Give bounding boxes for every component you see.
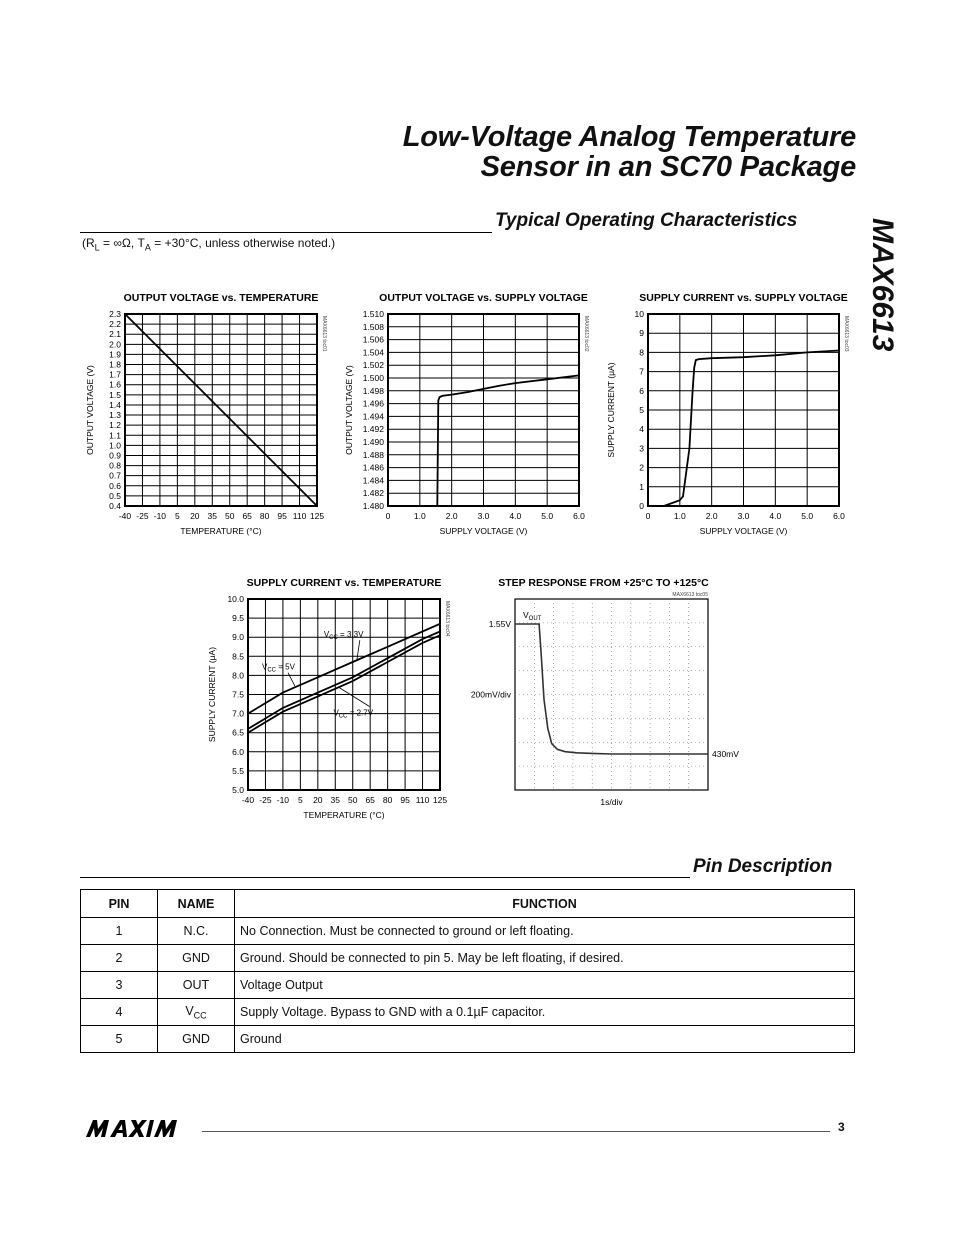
y-tick-label: 1.500: [362, 373, 384, 383]
y-tick-label: 1.5: [109, 389, 121, 400]
x-tick-label: 95: [400, 795, 410, 805]
y-tick-label: 2.0: [109, 339, 121, 350]
level-high-label: 1.55V: [488, 619, 511, 629]
pin-function: Voltage Output: [235, 972, 855, 999]
x-tick-label: -25: [259, 795, 272, 805]
toc-heading-rule: [80, 232, 492, 233]
table-header-row: [81, 890, 855, 918]
pin-number: 2: [81, 945, 158, 972]
x-tick-label: 4.0: [769, 511, 782, 521]
y-tick-label: 7.5: [232, 689, 244, 700]
x-tick-label: -25: [136, 511, 149, 521]
y-tick-label: 1.2: [109, 420, 121, 431]
header-name: NAME: [158, 890, 235, 918]
y-tick-label: 1.9: [109, 349, 121, 360]
y-tick-label: 8.5: [232, 651, 244, 662]
chart-output-voltage-vs-temperature: [80, 290, 340, 555]
y-tick-label: 1.486: [362, 462, 384, 473]
pin-number: 1: [81, 918, 158, 945]
page-title: Low-Voltage Analog Temperature Sensor in an SC70 Package: [402, 121, 856, 183]
series-annotation: $V_{CC} = 3.3V$: [323, 630, 364, 642]
table-row: [81, 945, 855, 972]
y-tick-label: 9.5: [232, 613, 244, 624]
y-tick-label: 1.488: [362, 449, 384, 460]
vertical-scale-label: 200mV/div: [470, 689, 511, 700]
pin-function: No Connection. Must be connected to ground or left floating.: [235, 918, 855, 945]
y-tick-label: 1.504: [362, 347, 384, 358]
y-tick-label: 0.6: [109, 480, 121, 491]
trace-label: $V_{OUT}$: [523, 610, 542, 622]
chart-title: OUTPUT VOLTAGE vs. SUPPLY VOLTAGE: [379, 292, 588, 304]
toc-heading: Typical Operating Characteristics: [495, 210, 798, 231]
table-row: [81, 972, 855, 999]
y-tick-label: 1.6: [109, 379, 121, 390]
chart-supply-current-vs-supply-voltage: [600, 290, 860, 555]
x-tick-label: 65: [365, 795, 375, 805]
pin-function: Ground: [235, 1026, 855, 1053]
y-axis-label: OUTPUT VOLTAGE (V): [85, 365, 95, 455]
maxim-logo-graphic: [84, 1117, 194, 1139]
x-tick-label: 3.0: [737, 511, 750, 521]
series-annotation: $V_{CC} = 5V$: [262, 662, 295, 674]
pin-function: Supply Voltage. Bypass to GND with a 0.1µF capacitor.: [235, 999, 855, 1026]
y-axis-label: OUTPUT VOLTAGE (V): [344, 365, 354, 455]
header-function: FUNCTION: [235, 890, 855, 918]
chart-title: SUPPLY CURRENT vs. TEMPERATURE: [246, 577, 442, 589]
table-row: [81, 918, 855, 945]
y-tick-label: 1.484: [362, 475, 384, 486]
y-tick-label: 8: [639, 347, 644, 358]
y-axis-label: SUPPLY CURRENT (μA): [606, 362, 616, 458]
chart-step-response: [460, 575, 760, 840]
pin-name: OUT: [158, 972, 235, 999]
y-tick-label: 1.510: [362, 309, 384, 319]
x-tick-label: -10: [153, 511, 167, 521]
table-row: [81, 999, 855, 1026]
y-tick-label: 0.8: [109, 460, 121, 471]
annotation-arrow: [288, 673, 295, 686]
y-tick-label: 6: [639, 385, 644, 396]
x-tick-label: 35: [330, 795, 341, 805]
y-tick-label: 1.496: [362, 398, 384, 409]
annotation-arrow: [339, 688, 369, 707]
y-tick-label: 1.502: [362, 360, 384, 371]
x-tick-label: 2.0: [705, 511, 718, 521]
chart-svg: [460, 575, 760, 835]
pin-number: 3: [81, 972, 158, 999]
x-tick-label: 20: [190, 511, 200, 521]
x-tick-label: 4.0: [509, 511, 522, 521]
figure-code: MAX6613 toc05: [672, 592, 708, 598]
x-axis-label: TEMPERATURE (°C): [303, 810, 385, 820]
y-tick-label: 1.3: [109, 410, 121, 421]
header-pin: PIN: [81, 890, 158, 918]
pin-number: 4: [81, 999, 158, 1026]
pin-name: GND: [158, 1026, 235, 1053]
y-tick-label: 1.1: [109, 430, 121, 441]
x-tick-label: 65: [242, 511, 252, 521]
x-tick-label: 80: [382, 795, 393, 805]
chart-title: OUTPUT VOLTAGE vs. TEMPERATURE: [123, 292, 319, 304]
y-tick-label: 0.4: [109, 501, 121, 511]
x-tick-label: 20: [313, 795, 323, 805]
x-tick-label: 125: [309, 511, 325, 521]
y-tick-label: 9.0: [232, 632, 244, 643]
y-tick-label: 0.9: [109, 450, 121, 461]
y-tick-label: 3: [639, 443, 644, 454]
y-axis-label: SUPPLY CURRENT (μA): [207, 646, 217, 743]
y-tick-label: 0.5: [109, 490, 121, 501]
y-tick-label: 2.1: [109, 329, 121, 340]
y-tick-label: 1.482: [362, 488, 384, 499]
x-tick-label: 1.0: [413, 511, 426, 521]
y-tick-label: 5.0: [232, 785, 244, 795]
figure-code: MAX6613 toc03: [843, 316, 849, 352]
x-axis-label: SUPPLY VOLTAGE (V): [439, 526, 528, 536]
chart-svg: [80, 290, 340, 550]
x-tick-label: -10: [276, 795, 290, 805]
x-tick-label: 0: [645, 511, 651, 521]
y-tick-label: 1.7: [109, 369, 121, 380]
page-number: 3: [838, 1120, 845, 1134]
y-tick-label: 6.5: [232, 727, 244, 738]
x-tick-label: 50: [224, 511, 235, 521]
y-tick-label: 6.0: [232, 746, 244, 757]
y-tick-label: 1.0: [109, 440, 121, 451]
y-tick-label: 2.3: [109, 309, 121, 319]
series-line-1: [437, 375, 579, 506]
side-part-number: MAX6613: [866, 218, 899, 352]
chart-output-voltage-vs-supply-voltage: [340, 290, 600, 555]
x-tick-label: 5: [297, 795, 303, 805]
chart-supply-current-vs-temperature: [200, 575, 460, 840]
y-tick-label: 1.4: [109, 399, 121, 410]
series-line-1: [664, 351, 839, 507]
y-tick-label: 10: [634, 309, 644, 319]
y-tick-label: 1.490: [362, 437, 384, 447]
figure-code: MAX6613 toc01: [321, 316, 327, 352]
y-tick-label: 2: [639, 462, 644, 473]
y-tick-label: 1.492: [362, 424, 384, 435]
figure-code: MAX6613 toc02: [583, 316, 589, 352]
pin-description-table: [80, 889, 855, 1053]
y-tick-label: 0.7: [109, 470, 121, 481]
x-tick-label: 5: [174, 511, 180, 521]
chart-svg: [600, 290, 860, 550]
x-tick-label: 125: [432, 795, 448, 805]
y-tick-label: 1.508: [362, 321, 384, 332]
x-tick-label: 35: [207, 511, 218, 521]
x-tick-label: 1.0: [673, 511, 686, 521]
x-tick-label: 95: [277, 511, 287, 521]
pin-name: GND: [158, 945, 235, 972]
chart-title: SUPPLY CURRENT vs. SUPPLY VOLTAGE: [639, 292, 848, 304]
x-tick-label: 3.0: [477, 511, 490, 521]
x-tick-label: 0: [385, 511, 391, 521]
x-tick-label: -40: [241, 795, 255, 805]
conditions-note: ($R_L = \infty\Omega$, $T_A = +30^\circ C$, unless otherwise noted.): [82, 236, 336, 253]
x-tick-label: 2.0: [445, 511, 458, 521]
x-tick-label: 50: [347, 795, 358, 805]
chart-title: STEP RESPONSE FROM +25°C TO +125°C: [498, 577, 709, 589]
y-tick-label: 9: [639, 328, 644, 339]
y-tick-label: 1.8: [109, 359, 121, 370]
y-tick-label: 7.0: [232, 708, 244, 719]
y-tick-label: 1: [639, 481, 644, 492]
x-tick-label: 80: [259, 511, 270, 521]
level-low-label: 430mV: [712, 749, 739, 759]
maxim-logo: [84, 1117, 194, 1144]
y-tick-label: 1.498: [362, 385, 384, 396]
y-tick-label: 1.480: [362, 501, 384, 511]
figure-code: MAX6613 toc04: [444, 601, 450, 637]
y-tick-label: 4: [639, 424, 644, 435]
y-tick-label: 1.494: [362, 411, 384, 422]
series-annotation: $V_{CC} = 2.7V$: [333, 708, 374, 720]
y-tick-label: 1.506: [362, 334, 384, 345]
y-tick-label: 7: [639, 366, 644, 377]
y-tick-label: 2.2: [109, 319, 121, 330]
y-tick-label: 5: [639, 405, 644, 415]
footer-rule: [202, 1131, 830, 1132]
x-axis-label: 1s/div: [600, 797, 623, 807]
x-tick-label: 6.0: [573, 511, 585, 521]
pin-heading-rule: [80, 877, 690, 878]
annotation-arrow: [357, 640, 360, 661]
x-axis-label: SUPPLY VOLTAGE (V): [699, 526, 788, 536]
pin-name: N.C.: [158, 918, 235, 945]
pin-heading: Pin Description: [693, 856, 833, 877]
x-tick-label: -40: [118, 511, 132, 521]
pin-name: $V_{CC}$: [158, 999, 235, 1026]
x-tick-label: 110: [415, 795, 430, 805]
table-row: [81, 1026, 855, 1053]
y-tick-label: 5.5: [232, 765, 244, 776]
x-tick-label: 5.0: [801, 511, 814, 521]
y-tick-label: 8.0: [232, 670, 244, 681]
series-line-1: [125, 314, 317, 506]
y-tick-label: 0: [639, 501, 644, 511]
chart-svg: [340, 290, 600, 550]
x-tick-label: 5.0: [541, 511, 554, 521]
x-axis-label: TEMPERATURE (°C): [180, 526, 262, 536]
pin-number: 5: [81, 1026, 158, 1053]
y-tick-label: 10.0: [227, 594, 244, 604]
pin-function: Ground. Should be connected to pin 5. May be left floating, if desired.: [235, 945, 855, 972]
chart-svg: [200, 575, 460, 835]
x-tick-label: 6.0: [833, 511, 845, 521]
x-tick-label: 110: [292, 511, 307, 521]
